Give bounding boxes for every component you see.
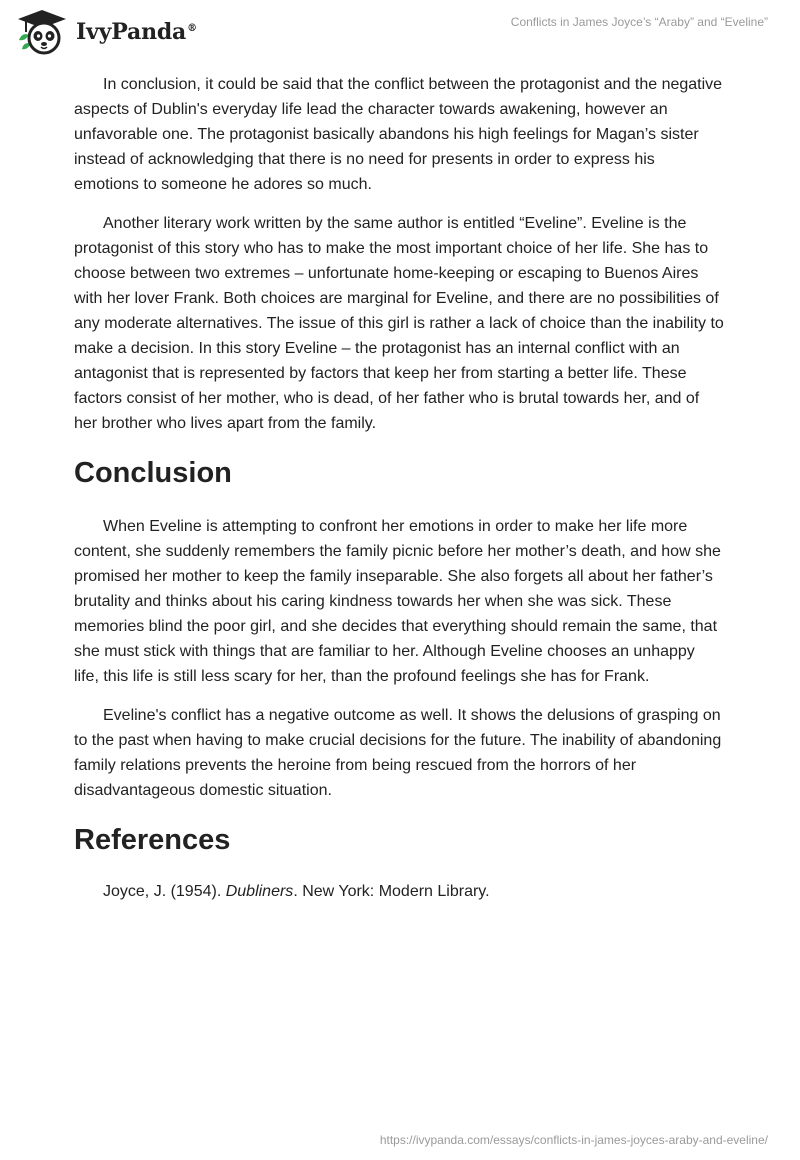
reference-entry <box>74 879 724 904</box>
references-heading: References <box>74 824 231 856</box>
ivypanda-logo[interactable] <box>16 8 197 56</box>
conclusion-heading: Conclusion <box>74 457 232 489</box>
paragraph: Another literary work written by the same author is entitled “Eveline”. Eveline is the protagonist of this story who has to make the most important choice of her life. She has to choose between two extremes – unfortunate home-keeping or escaping to Buenos Aires with her lover Frank. Both choices are marginal for Eveline, and there are no possibilities of any moderate alternatives. The issue of this girl is rather a lack of choice than the inability to make a decision. In this story Eveline – the protagonist has an internal conflict with an antagonist that is represented by factors that keep her from starting a better life. These factors consist of her mother, who is dead, of her father who is brutal towards her, and of her brother who lives apart from the family. <box>74 215 724 432</box>
paragraph: Eveline's conflict has a negative outcome as well. It shows the delusions of grasping on to the past when having to make crucial decisions for the future. The inability of abandoning family relations prevents the heroine from being rescued from the horrors of her disadvantageous domestic situation. <box>74 707 722 799</box>
brand-name: IvyPanda® <box>76 19 197 45</box>
essay-content <box>74 72 724 918</box>
document-title: Conflicts in James Joyce’s “Araby” and “Eveline” <box>510 15 768 29</box>
source-url[interactable]: https://ivypanda.com/essays/conflicts-in-james-joyces-araby-and-eveline/ <box>379 1133 768 1147</box>
panda-graduate-icon <box>16 8 68 56</box>
reference-title: Dubliners <box>225 883 294 900</box>
reference-suffix: . New York: Modern Library. <box>293 883 490 900</box>
paragraph: When Eveline is attempting to confront her emotions in order to make her life more content, she suddenly remembers the family picnic before her mother’s death, and how she promised her mother to keep the family inseparable. She also forgets all about her father’s brutality and thinks about his caring kindness towards her when she was sick. These memories blind the poor girl, and she decides that everything should remain the same, that she must stick with things that are familiar to her. Although Eveline chooses an unhappy life, this life is still less scary for her, than the profound feelings she has for Frank. <box>74 518 721 685</box>
reference-prefix: Joyce, J. (1954). <box>103 883 226 900</box>
paragraph: In conclusion, it could be said that the conflict between the protagonist and the negative aspects of Dublin's everyday life lead the character towards awakening, however an unfavorable one. The protagonist basically abandons his high feelings for Magan’s sister instead of acknowledging that there is no need for presents in order to express his emotions to someone he adores so much. <box>74 76 723 193</box>
page-header <box>0 0 800 70</box>
